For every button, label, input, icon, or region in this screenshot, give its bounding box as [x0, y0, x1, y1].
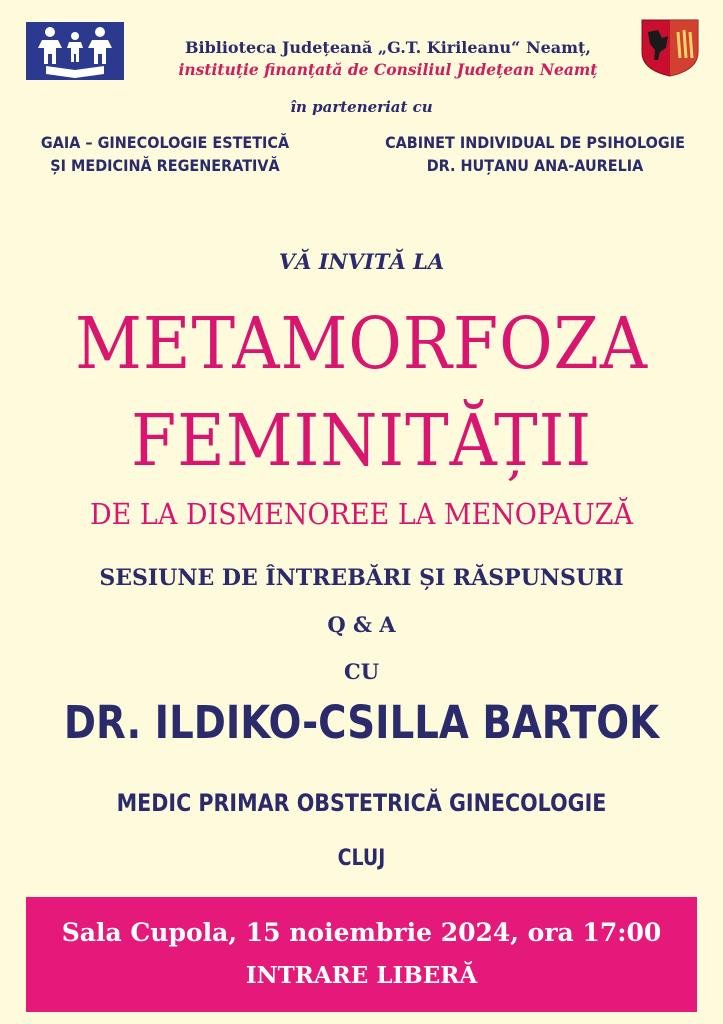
county-crest-icon: [640, 18, 700, 78]
speaker-city: CLUJ: [337, 846, 386, 871]
speaker-name: DR. ILDIKO-CSILLA BARTOK: [63, 696, 660, 749]
session-type: SESIUNE DE ÎNTREBĂRI ȘI RĂSPUNSURI: [99, 565, 624, 591]
with-label: CU: [343, 659, 380, 684]
free-entry-label: INTRARE LIBERĂ: [245, 962, 478, 989]
library-logo-icon: [26, 22, 124, 80]
event-venue-date: Sala Cupola, 15 noiembrie 2024, ora 17:00: [61, 918, 662, 947]
event-info-box: [26, 897, 697, 1012]
event-title-line-2: FEMINITĂȚII: [130, 399, 593, 482]
speaker-specialty: MEDIC PRIMAR OBSTETRICĂ GINECOLOGIE: [116, 789, 607, 817]
partner-gaia-line-1: GAIA – GINECOLOGIE ESTETICĂ: [40, 133, 290, 152]
partner-gaia: [17, 131, 314, 177]
partner-psychology-cabinet: [369, 131, 702, 177]
partner-cabinet-line-2: DR. HUȚANU ANA-AURELIA: [426, 156, 644, 175]
partner-gaia-line-2: ȘI MEDICINĂ REGENERATIVĂ: [50, 156, 280, 175]
qa-label: Q & A: [327, 612, 396, 637]
invite-line: VĂ INVITĂ LA: [278, 249, 445, 274]
library-name: Biblioteca Județeană „G.T. Kirileanu“ Neamț,: [184, 38, 591, 57]
partnership-label: în parteneriat cu: [290, 98, 433, 116]
partner-cabinet-line-1: CABINET INDIVIDUAL DE PSIHOLOGIE: [385, 133, 685, 152]
event-subtitle: DE LA DISMENOREE LA MENOPAUZĂ: [90, 497, 633, 531]
library-funding-line: instituție finanțată de Consiliul Județean Neamț: [178, 60, 598, 79]
event-title-line-1: METAMORFOZA: [75, 302, 648, 385]
